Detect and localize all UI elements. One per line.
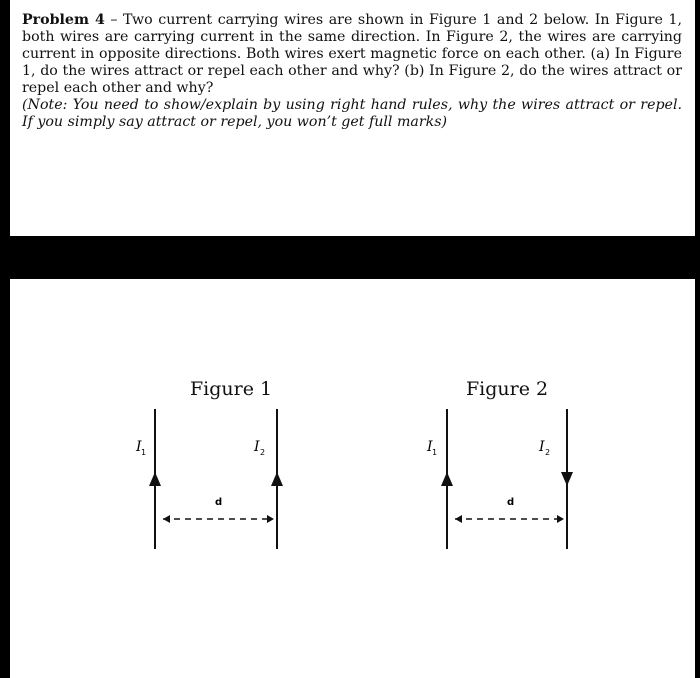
- figure2-distance-arrow-left: [455, 515, 462, 523]
- figure2-wire1-label: I: [427, 439, 433, 455]
- figures-panel: [10, 279, 695, 678]
- figure1-wire2-sub: 2: [260, 448, 266, 457]
- figure1-diagram: [135, 409, 283, 549]
- figure2-wire1-arrow-up: [441, 472, 453, 486]
- figure2-wire2-arrow-down: [561, 472, 573, 486]
- figure1-wire1-arrow-up: [149, 472, 161, 486]
- figure1-wire2-label: I: [254, 439, 260, 455]
- figure1-wire1-sub: 1: [141, 448, 147, 457]
- figure1-wire2-arrow-up: [271, 472, 283, 486]
- figure2-distance-label: d: [507, 497, 515, 508]
- figure2-wire1-sub: 1: [432, 448, 438, 457]
- figure2-distance-arrow-right: [557, 515, 564, 523]
- figure2-wire2-label: I: [539, 439, 545, 455]
- figure2-wire2-sub: 2: [545, 448, 551, 457]
- figure1-distance-arrow-right: [267, 515, 274, 523]
- problem-text: [22, 12, 682, 131]
- figure1-distance-label: d: [215, 497, 223, 508]
- figures-diagram: [10, 279, 695, 678]
- problem-note: (Note: You need to show/explain by using right hand rules, why the wires attract or repel. If you simply say attract or repel, you won’t get full marks): [22, 97, 682, 130]
- figure1-distance-arrow-left: [163, 515, 170, 523]
- figure2-diagram: [426, 409, 573, 549]
- problem-title: Problem 4: [22, 12, 105, 28]
- figure2-title: Figure 2: [466, 378, 549, 400]
- figure1-wire1-label: I: [136, 439, 142, 455]
- problem-body: – Two current carrying wires are shown in Figure 1 and 2 below. In Figure 1, both wires are carrying current in the same direction. In Figure 2, the wires are carrying current in opposite directions. Both wires exert magnetic force on each other. (a) In Figure 1, do the wires attract or repel each other and why? (b) In Figure 2, do the wires attract or repel each other and why?: [22, 12, 682, 96]
- problem-panel: [10, 0, 695, 236]
- figure1-title: Figure 1: [190, 378, 273, 400]
